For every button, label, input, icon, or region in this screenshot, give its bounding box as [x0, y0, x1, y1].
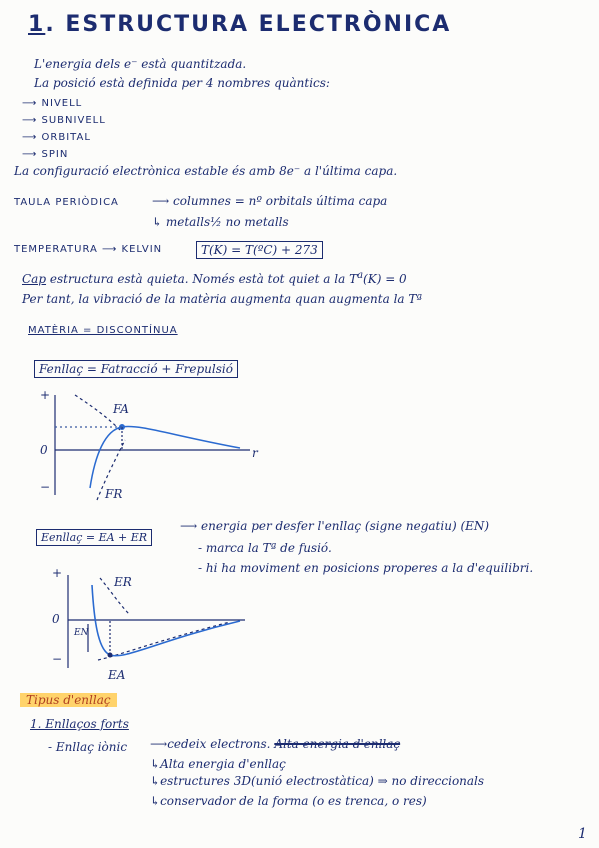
energy-note-text: energia per desfer l'enllaç (signe negatiu) (EN)	[201, 519, 490, 533]
force-minus: −	[40, 480, 51, 494]
temperature-label: TEMPERATURA ⟶ KELVIN	[14, 244, 163, 255]
bonds-sub-heading: 1. Enllaços forts	[30, 717, 129, 731]
page-number: 1	[578, 826, 587, 842]
periodic-item-2: ↳ metalls½ no metalls	[152, 215, 289, 229]
kelvin-word: KELVIN	[121, 244, 163, 255]
energy-zero: 0	[52, 612, 60, 626]
energy-note: - hi ha moviment en posicions properes a la d'equilibri.	[198, 561, 534, 575]
zero-kelvin-text: estructura està quieta. Només està tot quiet a la T	[49, 272, 358, 286]
intro-line-2: La posició està definida per 4 nombres quàntics:	[34, 76, 330, 90]
ionic-item-text: Alta energia d'enllaç	[160, 757, 286, 771]
periodic-label: TAULA PERIÒDICA	[14, 197, 119, 208]
fr-label: FR	[105, 487, 123, 501]
zero-kelvin-line-2: Per tant, la vibració de la matèria augmenta quan augmenta la Tª	[22, 292, 423, 306]
energy-note-text: hi ha moviment en posicions properes a la d'equilibri.	[205, 561, 534, 575]
quantum-number-label: ORBITAL	[41, 132, 91, 143]
quantum-number-item: ⟶ ORBITAL	[22, 132, 91, 143]
ionic-item: ↳estructures 3D(unió electrostàtica) ⇒ no direccionals	[150, 774, 485, 788]
en-label: EN	[74, 628, 89, 638]
ionic-item: ⟶cedeix electrons. Alta energia d'enllaç	[150, 737, 401, 751]
quantum-number-label: SPIN	[41, 149, 69, 160]
energy-formula: Eenllaç = EA + ER	[36, 529, 152, 546]
title-text: . ESTRUCTURA ELECTRÒNICA	[45, 12, 452, 37]
temperature-formula: T(K) = T(ºC) + 273	[196, 241, 323, 259]
quantum-number-item: ⟶ SUBNIVELL	[22, 115, 106, 126]
intro-line-3: La configuració electrònica estable és amb 8e⁻ a l'última capa.	[14, 164, 398, 178]
ionic-item: ↳Alta energia d'enllaç	[150, 757, 286, 771]
force-plus: +	[40, 388, 51, 402]
energy-note: ⟶ energia per desfer l'enllaç (signe negatiu) (EN)	[180, 519, 490, 533]
quantum-number-label: SUBNIVELL	[41, 115, 106, 126]
force-formula: Fenllaç = Fatracció + Frepulsió	[34, 360, 238, 378]
ea-curve	[98, 622, 230, 660]
zero-kelvin-eq: (K) = 0	[363, 272, 407, 286]
periodic-item-1: ⟶ columnes = nº orbitals última capa	[152, 194, 388, 208]
er-label: ER	[114, 575, 132, 589]
fa-label: FA	[113, 402, 129, 416]
ionic-item: ↳conservador de la forma (o es trenca, o res)	[150, 794, 427, 808]
title-number: 1	[28, 12, 46, 37]
ionic-item-text: conservador de la forma (o es trenca, o res)	[160, 794, 427, 808]
energy-plus: +	[52, 566, 63, 580]
quantum-number-item: ⟶ NIVELL	[22, 98, 83, 109]
ionic-item-text: estructures 3D(unió electrostàtica) ⇒ no direccionals	[160, 774, 485, 788]
periodic-item-2-text: metalls½ no metalls	[165, 215, 289, 229]
bonds-heading: Tipus d'enllaç	[20, 693, 117, 707]
force-x-label: r	[252, 446, 258, 460]
quantum-number-label: NIVELL	[41, 98, 83, 109]
ionic-label: - Enllaç iònic	[48, 740, 128, 754]
quantum-number-item: ⟶ SPIN	[22, 149, 69, 160]
ionic-item-text: cedeix electrons.	[167, 737, 271, 751]
ionic-struck-text: Alta energia d'enllaç	[274, 737, 401, 751]
force-zero: 0	[40, 443, 48, 457]
matter-heading: MATÈRIA = DISCONTÍNUA	[28, 325, 178, 336]
energy-minus: −	[52, 652, 63, 666]
zero-kelvin-line-1: Cap estructura està quieta. Només està tot quiet a la $T^a(K) = 0$	[22, 270, 407, 286]
intro-line-1: L'energia dels e⁻ està quantitzada.	[34, 57, 247, 71]
temperature-word: TEMPERATURA	[14, 244, 98, 255]
energy-note-text: marca la Tª de fusió.	[205, 541, 332, 555]
periodic-item-1-text: columnes = nº orbitals última capa	[173, 194, 388, 208]
ea-label: EA	[108, 668, 126, 682]
energy-note: - marca la Tª de fusió.	[198, 541, 332, 555]
cap-word: Cap	[22, 272, 47, 286]
